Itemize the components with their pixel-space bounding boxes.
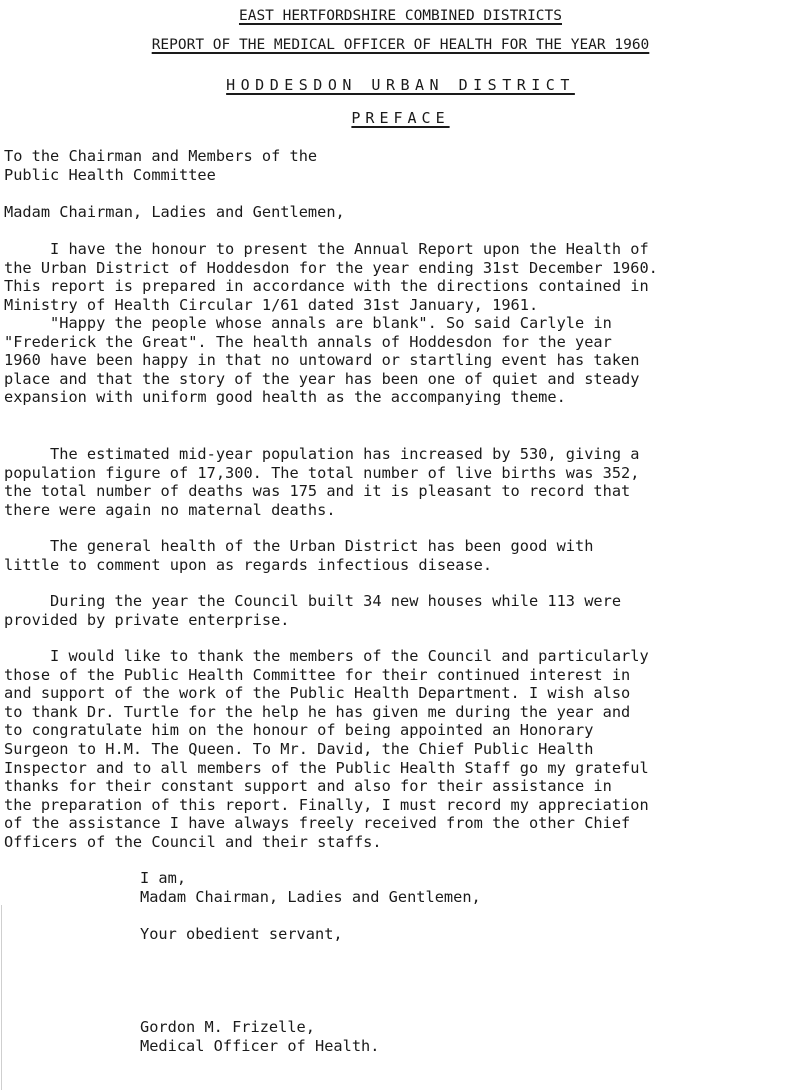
paragraph-introduction: I have the honour to present the Annual Report upon the Health of the Urban District of Hoddesdon for the year ending 31st December 1960. This report is prepared in accordance with the directions contained in Ministry of Health Circular 1/61 dated 31st January, 1961.	[4, 240, 658, 314]
urban-district-heading	[0, 76, 801, 94]
report-title-text: REPORT OF THE MEDICAL OFFICER OF HEALTH FOR THE YEAR 1960	[151, 37, 650, 53]
paragraph-housing: During the year the Council built 34 new houses while 113 were provided by private enterprise.	[4, 592, 622, 629]
report-title	[0, 37, 801, 53]
signature: Gordon M. Frizelle, Medical Officer of Health.	[140, 1018, 380, 1055]
district-heading-text: EAST HERTFORDSHIRE COMBINED DISTRICTS	[238, 8, 562, 24]
urban-district-heading-text: HODDESDON URBAN DISTRICT	[226, 76, 575, 94]
district-heading	[0, 8, 801, 24]
paragraph-population: The estimated mid-year population has increased by 530, giving a population figure of 17,300. The total number of live births was 352, the total number of deaths was 175 and it is pleasant to record that there were again no maternal deaths.	[4, 445, 640, 519]
greeting: Madam Chairman, Ladies and Gentlemen,	[4, 203, 345, 221]
preface-heading-text: PREFACE	[351, 109, 450, 127]
scan-margin-line	[1, 905, 2, 1090]
preface-heading	[0, 109, 801, 127]
paragraph-general-health: The general health of the Urban District has been good with little to comment upon as regards infectious disease.	[4, 537, 594, 574]
closing-salutation: I am, Madam Chairman, Ladies and Gentlemen, Your obedient servant,	[140, 869, 481, 943]
paragraph-carlyle-quote: "Happy the people whose annals are blank". So said Carlyle in "Frederick the Great". The health annals of Hoddesdon for the year 1960 have been happy in that no untoward or startling event has taken place and that the story of the year has been one of quiet and steady expansion with uniform good health as the accompanying theme.	[4, 314, 640, 407]
paragraph-acknowledgements: I would like to thank the members of the Council and particularly those of the Public Health Committee for their continued interest in and support of the work of the Public Health Department. I wish also to thank Dr. Turtle for the help he has given me during the year and to congratulate him on the honour of being appointed an Honorary Surgeon to H.M. The Queen. To Mr. David, the Chief Public Health Inspector and to all members of the Public Health Staff go my grateful thanks for their constant support and also for their assistance in the preparation of this report. Finally, I must record my appreciation of the assistance I have always freely received from the other Chief Officers of the Council and their staffs.	[4, 647, 649, 851]
addressee: To the Chairman and Members of the Public Health Committee	[4, 147, 318, 184]
